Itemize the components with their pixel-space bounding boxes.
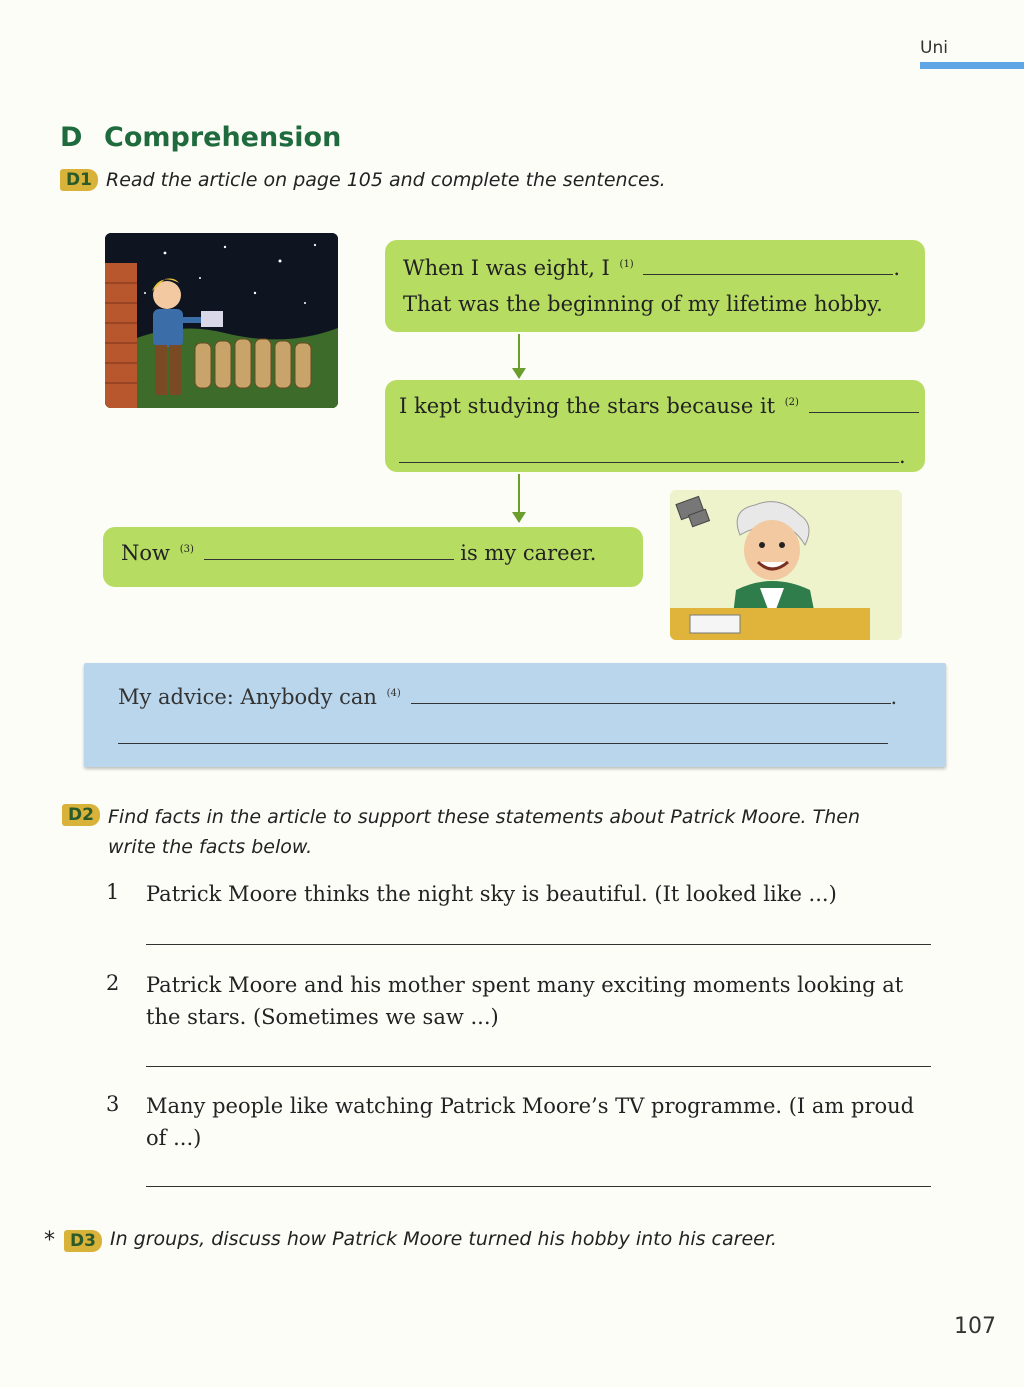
gap-marker-2: (2): [784, 397, 799, 408]
box3-suffix: is my career.: [460, 541, 597, 565]
gap-marker-1: (1): [619, 259, 634, 270]
box1-line2: That was the beginning of my lifetime hobby.: [403, 292, 883, 316]
flow-arrow-2: [518, 474, 520, 516]
gap-marker-3: (3): [179, 544, 194, 555]
section-letter: D: [60, 122, 83, 153]
page-number: 107: [954, 1314, 996, 1339]
box3-prefix: Now: [121, 541, 170, 565]
exercise-tag-d3: D3: [64, 1230, 102, 1252]
question-number-2: 2: [106, 971, 120, 995]
answer-line-1[interactable]: [146, 944, 931, 945]
answer-line-2[interactable]: [146, 1066, 931, 1067]
flow-arrow-1: [518, 334, 520, 370]
answer-blank-2b[interactable]: [399, 462, 899, 463]
exercise-instruction-d2: Find facts in the article to support these statements about Patrick Moore. Then write the facts below.: [108, 806, 860, 858]
gap-marker-4: (4): [386, 688, 401, 699]
boy-stargazing-illustration: [105, 233, 338, 408]
exercise-tag-d2: D2: [62, 804, 100, 826]
question-text-2: Patrick Moore and his mother spent many exciting moments looking at the stars. (Sometimes we saw ...): [146, 973, 904, 1029]
unit-tab-bar: [920, 62, 1024, 69]
question-number-3: 3: [106, 1092, 120, 1116]
section-title: Comprehension: [104, 122, 342, 153]
exercise-tag-d1: D1: [60, 169, 98, 191]
answer-blank-2a[interactable]: [809, 412, 919, 413]
answer-line-3[interactable]: [146, 1186, 931, 1187]
advice-prefix: My advice: Anybody can: [118, 685, 377, 709]
flow-arrowhead-2: [512, 512, 526, 523]
box2-end: .: [899, 444, 906, 468]
question-number-1: 1: [106, 880, 120, 904]
sentence-box-3: [103, 527, 643, 587]
flow-arrowhead-1: [512, 368, 526, 379]
box2-prefix: I kept studying the stars because it: [399, 394, 776, 418]
unit-tab-label: Uni: [920, 38, 948, 58]
box1-end: .: [893, 256, 901, 280]
question-text-1: Patrick Moore thinks the night sky is beautiful. (It looked like ...): [146, 882, 837, 906]
exercise-instruction-d1: Read the article on page 105 and complete the sentences.: [106, 169, 666, 191]
advice-box: [84, 663, 946, 767]
advice-end: .: [890, 685, 898, 709]
sentence-box-2: [385, 380, 925, 472]
sentence-box-1: [385, 240, 925, 332]
answer-blank-4a[interactable]: [411, 703, 891, 704]
box1-prefix: When I was eight, I: [403, 256, 610, 280]
challenge-star-icon: *: [44, 1228, 55, 1253]
answer-blank-4b[interactable]: [118, 743, 888, 744]
patrick-moore-illustration: [670, 490, 902, 640]
question-text-3: Many people like watching Patrick Moore’s TV programme. (I am proud of ...): [146, 1094, 915, 1150]
answer-blank-1[interactable]: [643, 274, 893, 275]
answer-blank-3[interactable]: [204, 559, 454, 560]
exercise-instruction-d3: In groups, discuss how Patrick Moore turned his hobby into his career.: [110, 1228, 777, 1250]
